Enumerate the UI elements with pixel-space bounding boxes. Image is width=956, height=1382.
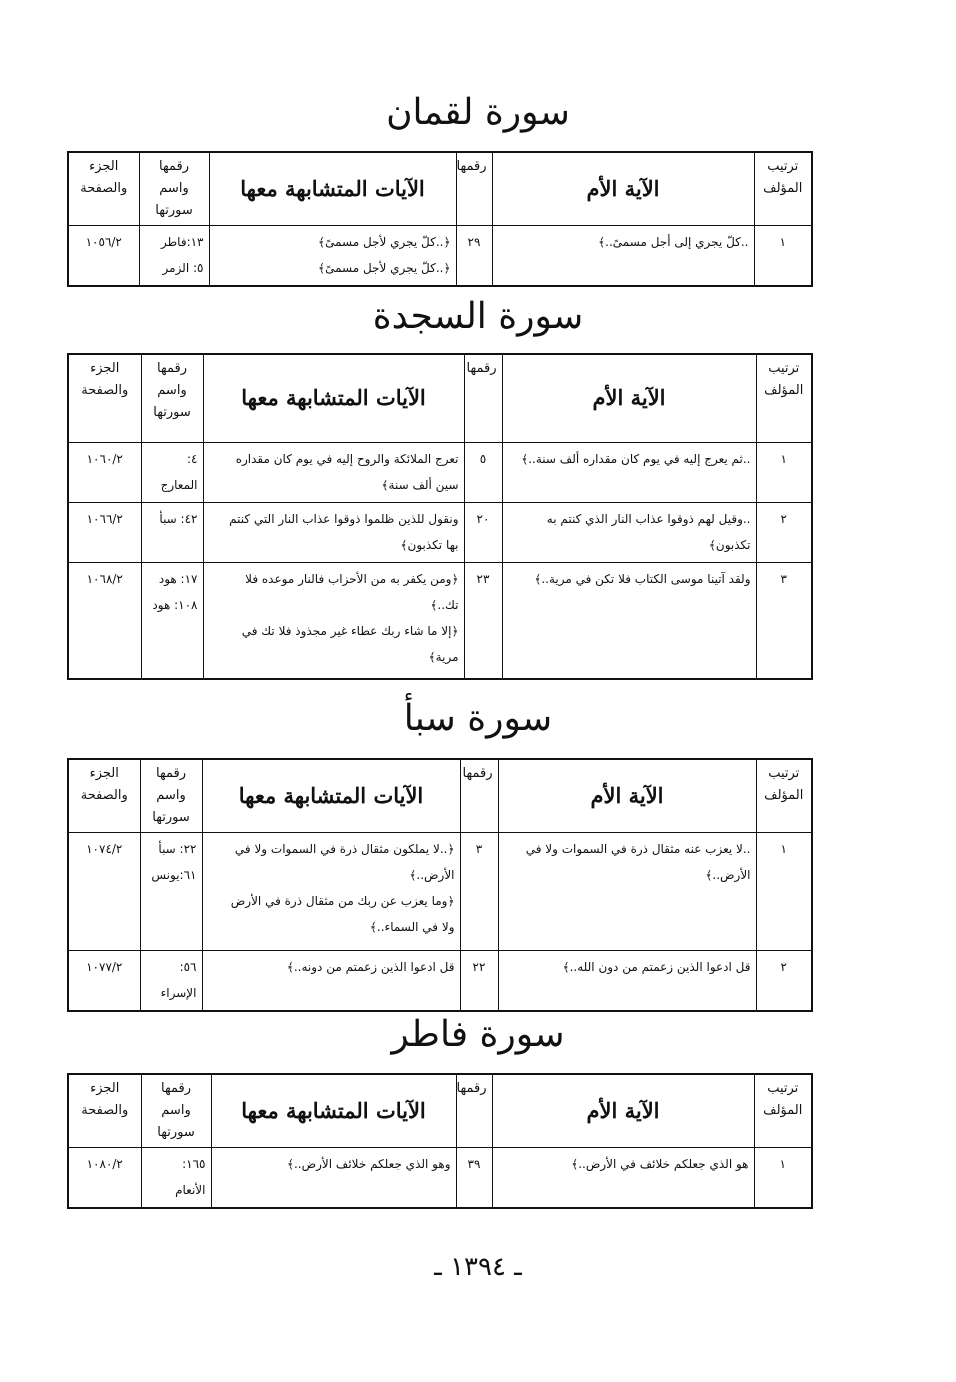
table-row — [68, 562, 812, 679]
similar-verse-line: بها تكذبون﴾ — [400, 537, 459, 552]
row-rank: ١ — [754, 226, 812, 286]
row-reference — [140, 951, 202, 1011]
reference-line: الأنعام — [175, 1183, 206, 1197]
table-row — [68, 442, 812, 502]
header-main-verse: الآية الأم — [502, 354, 756, 442]
row-main-verse: ..لا يعزب عنه مثقال ذرة في السموات ولا في الأرض..﴾ — [498, 833, 756, 951]
reference-line: ٥٦: — [179, 960, 197, 974]
table-row — [68, 951, 812, 1011]
row-reference — [141, 562, 203, 679]
row-part-page: ١٠٨٠/٢ — [68, 1148, 141, 1208]
reference-line: ٤٢: سبأ — [159, 511, 198, 526]
header-part-page: الجزء والصفحة — [68, 354, 141, 442]
row-main-verse: ولقد آتينا موسى الكتاب فلا تكن في مرية..﴾ — [502, 562, 756, 679]
similar-verse-line: ﴿وما يعزب عن ربك من مثقال ذرة في الأرض — [230, 894, 455, 908]
header-number: رقمها — [464, 354, 502, 442]
reference-line: ٥: الزمر — [162, 261, 204, 275]
similar-verse-line: سين ألف سنة﴾ — [381, 477, 459, 492]
section-title-luqman: سورة لقمان — [386, 92, 570, 133]
similar-verse-line: ﴿إلا ما شاء ربك عطاء غير مجذوذ فلا تك في — [241, 623, 459, 638]
row-similar-verses — [202, 833, 460, 951]
header-similar-verses: الآيات المتشابهة معها — [211, 1074, 456, 1148]
row-similar-verses — [202, 951, 460, 1011]
header-part-page: الجزء والصفحة — [68, 1074, 141, 1148]
header-rank: ترتيب المؤلف — [754, 1074, 812, 1148]
row-main-verse: هو الذي جعلكم خلائف في الأرض..﴾ — [492, 1148, 754, 1208]
row-similar-verses — [209, 226, 456, 286]
row-number: ٢٠ — [464, 502, 502, 562]
header-similar-verses: الآيات المتشابهة معها — [203, 354, 464, 442]
similar-verse-line: قل ادعوا الذين زعمتم من دونه..﴾ — [286, 960, 455, 974]
row-main-verse: ..وقيل لهم ذوقوا عذاب النار الذي كنتم به تكذبون﴾ — [502, 502, 756, 562]
row-reference — [140, 833, 202, 951]
row-part-page: ١٠٧٤/٢ — [68, 833, 140, 951]
row-reference — [141, 1148, 211, 1208]
row-part-page: ١٠٦٠/٢ — [68, 442, 141, 502]
header-number: رقمها — [456, 1074, 492, 1148]
header-main-verse: الآية الأم — [492, 152, 754, 226]
row-number: ٢٢ — [460, 951, 498, 1011]
row-main-verse: ..كلّ يجري إلى أجل مسمىً..﴾ — [492, 226, 754, 286]
header-part-page: الجزء والصفحة — [68, 759, 140, 833]
reference-line: ١٧: هود — [158, 571, 198, 586]
similar-verse-line: ﴿ومن يكفر به من الأحزاب فالنار موعده فلا — [245, 571, 459, 586]
header-number-sura: رقمها واسم سورتها — [141, 354, 203, 442]
row-rank: ١ — [756, 442, 812, 502]
row-part-page: ١٠٧٧/٢ — [68, 951, 140, 1011]
row-main-verse: ..ثم يعرج إليه في يوم كان مقداره ألف سنة..﴾ — [502, 442, 756, 502]
row-reference — [139, 226, 209, 286]
section-title-sajda: سورة السجدة — [372, 296, 584, 337]
header-number: رقمها — [460, 759, 498, 833]
row-number: ٢٣ — [464, 562, 502, 679]
table-row — [68, 1148, 812, 1208]
table-row — [68, 833, 812, 951]
row-number: ٥ — [464, 442, 502, 502]
table-row — [68, 226, 812, 286]
header-main-verse: الآية الأم — [498, 759, 756, 833]
reference-line: الإسراء — [160, 986, 197, 1000]
row-rank: ١ — [756, 833, 812, 951]
reference-line: ٢٢: سبأ — [158, 842, 197, 856]
row-reference — [141, 442, 203, 502]
table-sajda — [67, 353, 813, 680]
similar-verse-line: ﴿..كلّ يجري لأجل مسمىً﴾ — [318, 261, 451, 275]
table-luqman — [67, 151, 813, 287]
row-part-page: ١٠٦٨/٢ — [68, 562, 141, 679]
similar-verse-line: ﴿..كلّ يجري لأجل مسمىً﴾ — [318, 235, 451, 249]
header-number-sura: رقمها واسم سورتها — [140, 759, 202, 833]
row-number: ٣٩ — [456, 1148, 492, 1208]
row-main-verse: قل ادعوا الذين زعمتم من دون الله..﴾ — [498, 951, 756, 1011]
row-rank: ٣ — [756, 562, 812, 679]
row-rank: ٢ — [756, 502, 812, 562]
section-title-fatir: سورة فاطر — [391, 1014, 565, 1055]
similar-verse-line: وهو الذي جعلكم خلائف الأرض..﴾ — [286, 1157, 451, 1171]
row-similar-verses — [203, 562, 464, 679]
reference-line: ٦١:يونس — [151, 868, 197, 882]
row-number: ٢٩ — [456, 226, 492, 286]
row-similar-verses — [203, 502, 464, 562]
reference-line: ١٠٨: هود — [152, 597, 198, 612]
reference-line: ١٣:فاطر — [161, 235, 204, 249]
table-fatir — [67, 1073, 813, 1209]
header-part-page: الجزء والصفحة — [68, 152, 139, 226]
row-similar-verses — [203, 442, 464, 502]
header-similar-verses: الآيات المتشابهة معها — [202, 759, 460, 833]
header-number-sura: رقمها واسم سورتها — [141, 1074, 211, 1148]
similar-verse-line: تعرج الملائكة والروح إليه في يوم كان مقداره — [235, 451, 459, 466]
row-reference — [141, 502, 203, 562]
row-rank: ١ — [754, 1148, 812, 1208]
header-rank: ترتيب المؤلف — [754, 152, 812, 226]
reference-line: ٤: المعارج — [160, 451, 198, 492]
similar-verse-line: ونقول للذين ظلموا ذوقوا عذاب النار التي كنتم — [229, 511, 459, 526]
header-similar-verses: الآيات المتشابهة معها — [209, 152, 456, 226]
similar-verse-line: ﴿..لا يملكون مثقال ذرة في السموات ولا في — [234, 842, 455, 856]
page-number: ـ ١٣٩٤ ـ — [434, 1252, 522, 1282]
row-part-page: ١٠٦٦/٢ — [68, 502, 141, 562]
header-main-verse: الآية الأم — [492, 1074, 754, 1148]
similar-verse-line: تك..﴾ — [430, 597, 459, 612]
row-rank: ٢ — [756, 951, 812, 1011]
similar-verse-line: مرية﴾ — [428, 649, 459, 664]
similar-verse-line: الأرض..﴾ — [409, 868, 455, 882]
similar-verse-line: ولا في السماء..﴾ — [369, 920, 455, 934]
row-similar-verses — [211, 1148, 456, 1208]
table-saba — [67, 758, 813, 1012]
row-number: ٣ — [460, 833, 498, 951]
reference-line: ١٦٥: — [182, 1157, 206, 1171]
section-title-saba: سورة سبأ — [403, 698, 553, 739]
header-number: رقمها — [456, 152, 492, 226]
header-number-sura: رقمها واسم سورتها — [139, 152, 209, 226]
header-rank: ترتيب المؤلف — [756, 759, 812, 833]
table-row — [68, 502, 812, 562]
header-rank: ترتيب المؤلف — [756, 354, 812, 442]
row-part-page: ١٠٥٦/٢ — [68, 226, 139, 286]
